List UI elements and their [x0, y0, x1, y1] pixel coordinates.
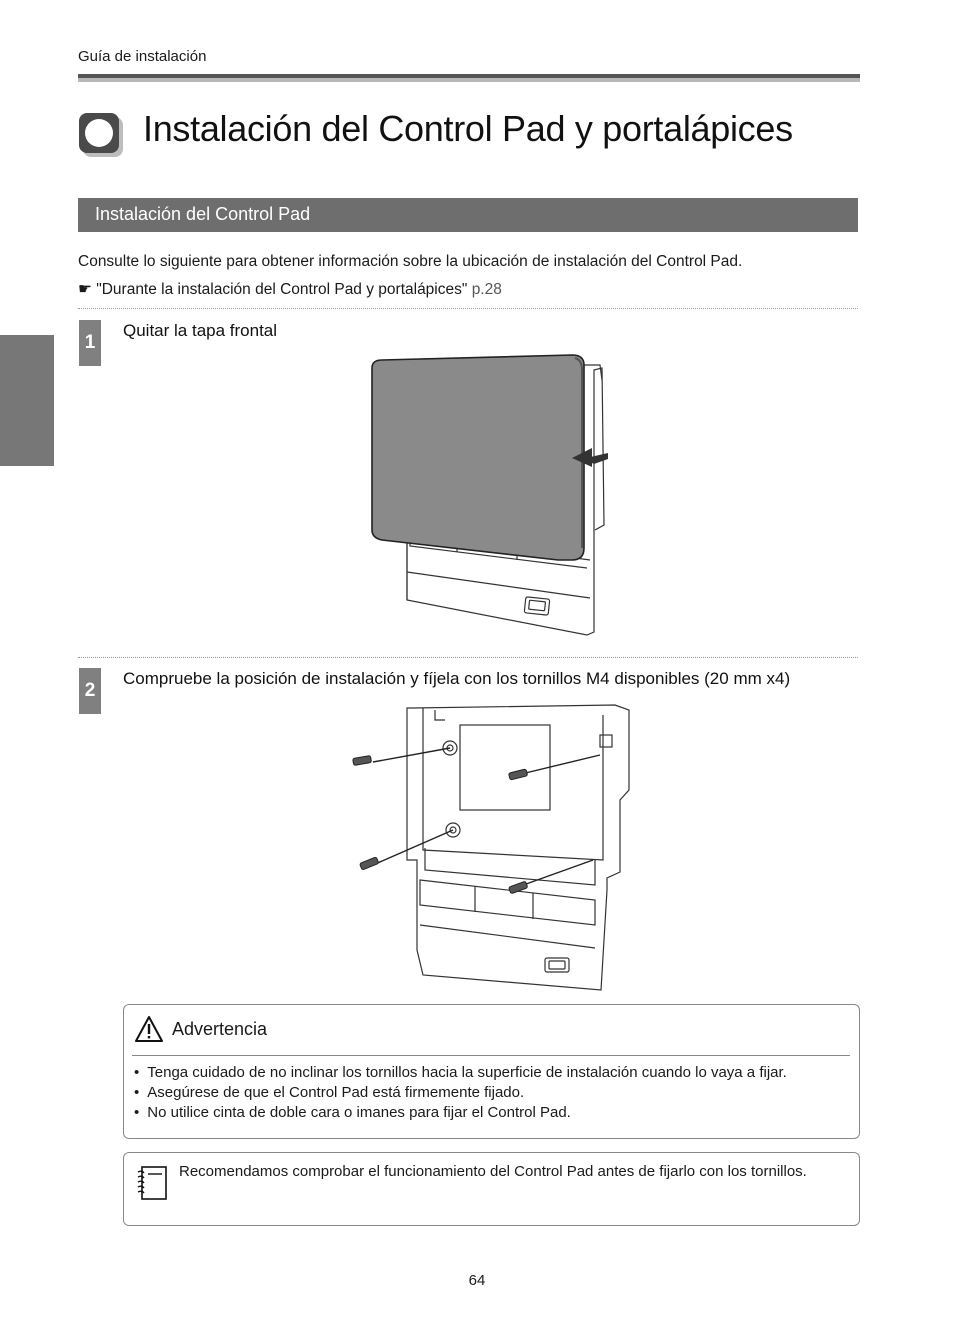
header-rule-shadow — [78, 78, 860, 82]
intro-paragraph: Consulte lo siguiente para obtener información sobre la ubicación de instalación del Control Pad. — [78, 253, 743, 270]
screw-mounting-illustration — [345, 700, 645, 995]
chapter-title: Instalación del Control Pad y portalápices — [143, 108, 793, 149]
warning-list — [134, 1063, 787, 1123]
warning-box — [123, 1004, 860, 1139]
divider — [78, 308, 858, 309]
step-1-badge: 1 — [79, 320, 101, 366]
section-header-bar — [78, 198, 858, 232]
warning-title: Advertencia — [172, 1019, 268, 1039]
note-box — [123, 1152, 860, 1226]
page-number: 64 — [468, 1272, 486, 1289]
divider — [78, 657, 858, 658]
warning-triangle-icon — [134, 1015, 164, 1043]
list-item: • Tenga cuidado de no inclinar los tornillos hacia la superficie de instalación cuando lo vaya a fijar. — [134, 1063, 787, 1083]
note-text: Recomendamos comprobar el funcionamiento del Control Pad antes de fijarlo con los tornillos. — [179, 1163, 807, 1180]
list-item: • No utilice cinta de doble cara o imanes para fijar el Control Pad. — [134, 1103, 787, 1123]
section-title: Instalación del Control Pad — [95, 204, 311, 224]
reference-page[interactable]: p.28 — [471, 281, 502, 298]
cross-reference[interactable] — [78, 280, 502, 299]
chapter-icon — [78, 112, 124, 158]
running-header: Guía de instalación — [78, 48, 207, 65]
warning-divider — [132, 1055, 850, 1056]
notebook-icon — [136, 1165, 168, 1201]
step-1-text: Quitar la tapa frontal — [123, 321, 278, 340]
step-2-text: Compruebe la posición de instalación y fíjela con los tornillos M4 disponibles (20 mm x4) — [123, 669, 791, 688]
step-2-badge: 2 — [79, 668, 101, 714]
list-item: • Asegúrese de que el Control Pad está firmemente fijado. — [134, 1083, 787, 1103]
reference-hand-icon: ☛ — [78, 281, 92, 298]
chapter-side-tab — [0, 335, 54, 466]
front-cover-removal-illustration — [362, 350, 612, 640]
reference-link-text[interactable]: "Durante la instalación del Control Pad y portalápices" — [96, 281, 468, 298]
